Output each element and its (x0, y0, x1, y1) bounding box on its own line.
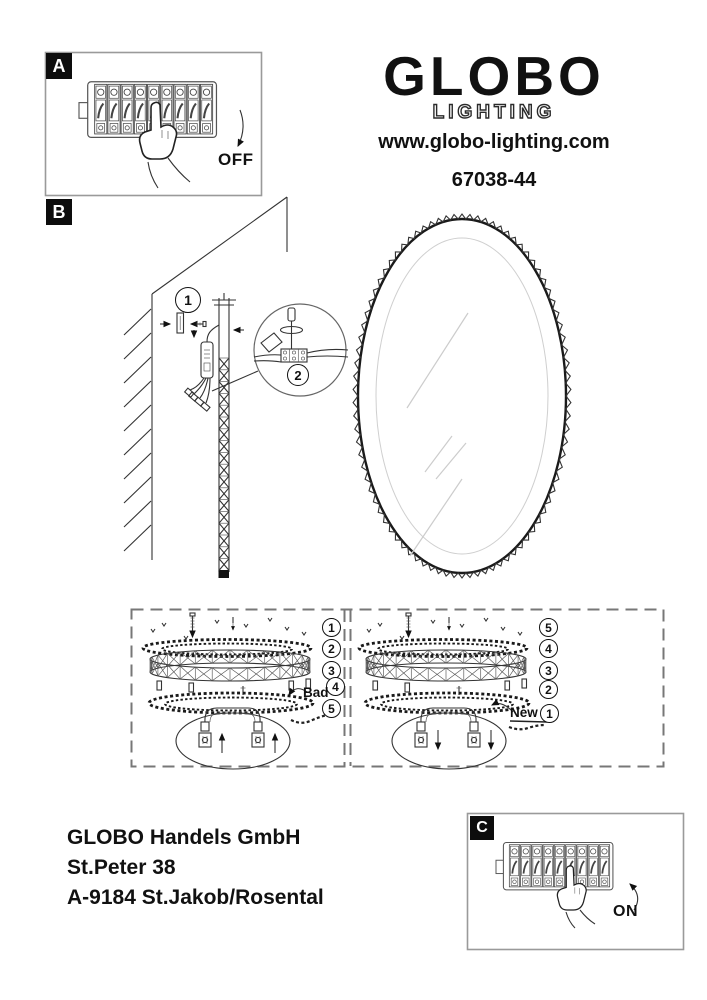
panel-c-on-text: ON (613, 903, 638, 920)
crystal-band-left (150, 650, 310, 681)
ceiling-pole-illustration (212, 293, 244, 578)
step-2-badge: 2 (287, 364, 309, 386)
part-number: 2 (539, 680, 558, 699)
part-number: 2 (322, 639, 341, 658)
step-1-badge: 1 (175, 287, 201, 313)
panel-b-label: B (46, 199, 72, 225)
bad-part-tag: Bad (303, 685, 329, 700)
brand-logo: GLOBO (383, 45, 605, 107)
new-part-tag: New (510, 705, 538, 720)
brand-block (360, 45, 628, 192)
panel-a-off-text: OFF (218, 150, 254, 169)
panel-c-label: C (470, 816, 494, 840)
product-model: 67038-44 (451, 169, 537, 191)
anchor-screw-icons (160, 313, 206, 337)
crystal-band-right (366, 650, 526, 681)
fusebox-a-illustration (79, 82, 243, 188)
part-number: 3 (322, 661, 341, 680)
address-company: GLOBO Handels GmbH (67, 826, 301, 849)
part-number: 5 (539, 618, 558, 637)
exploded-rings-left (143, 640, 313, 770)
part-number: 1 (322, 618, 341, 637)
part-number: 3 (539, 661, 558, 680)
address-city: A-9184 St.Jakob/Rosental (67, 886, 324, 909)
address-street: St.Peter 38 (67, 856, 176, 879)
part-number: 4 (539, 639, 558, 658)
panel-a-label: A (46, 53, 72, 79)
brand-website: www.globo-lighting.com (378, 131, 610, 153)
wiring-detail-callout (212, 304, 348, 396)
part-number: 1 (540, 704, 559, 723)
mirror-lamp-illustration (353, 214, 571, 578)
manufacturer-address (67, 823, 324, 913)
driver-box-illustration (185, 325, 219, 411)
part-number: 5 (322, 699, 341, 718)
curved-arrow-icon (238, 110, 243, 146)
brand-tagline: LIGHTING (432, 102, 556, 123)
part-number: 4 (326, 677, 345, 696)
